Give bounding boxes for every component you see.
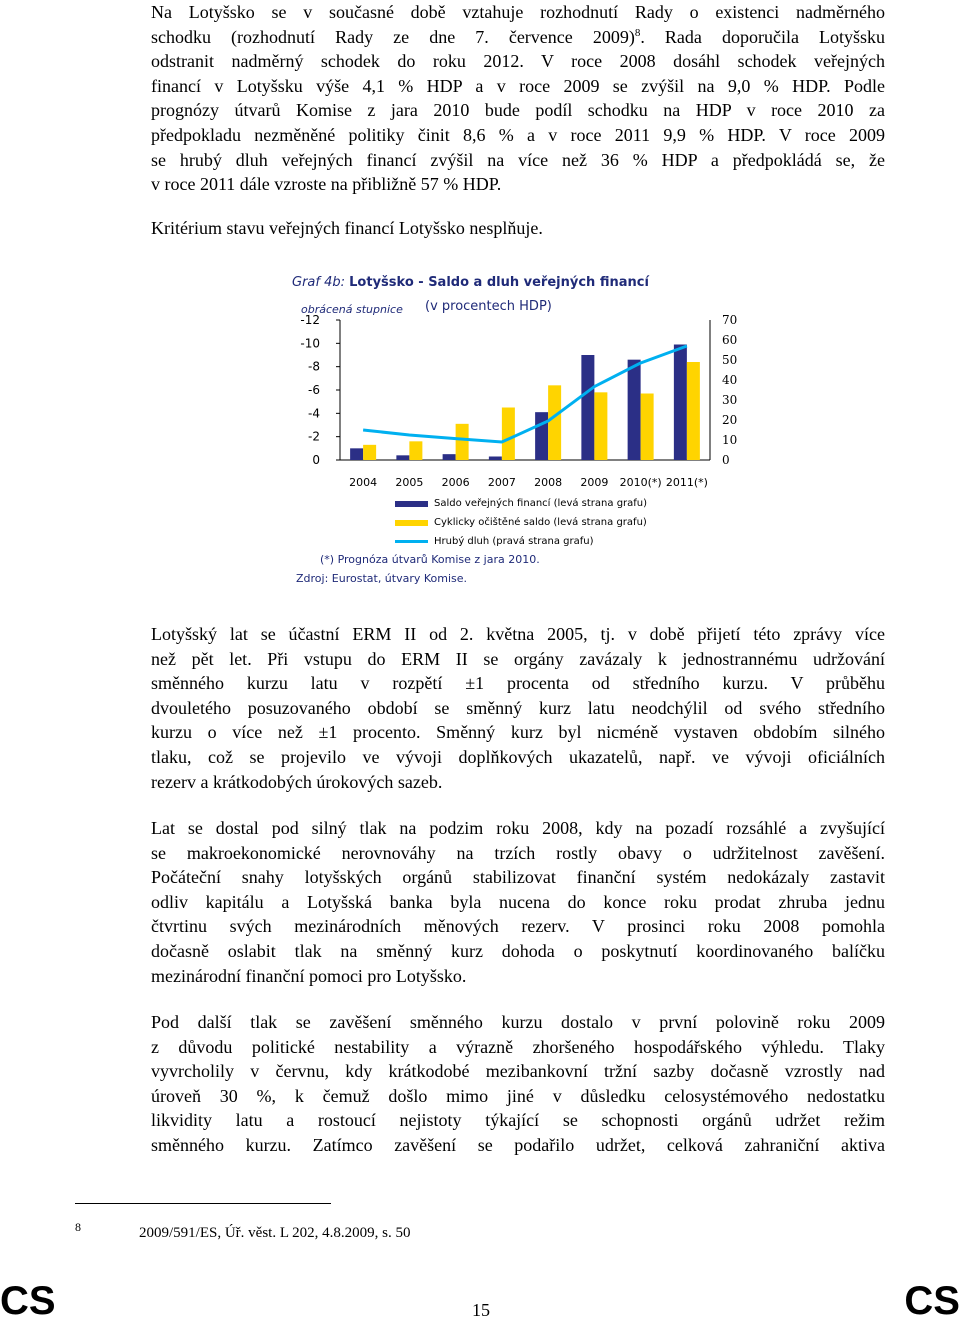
left-tick-label: -12 [300,313,320,327]
text-line: likvidity latu a rostoucí nejistoty týkající se schopnosti orgánů udržet režim [151,1110,885,1131]
legend-item-debt: Hrubý dluh (pravá strana grafu) [395,532,647,551]
left-tick-label: -10 [300,336,320,351]
text-line-with-footnote: schodku (rozhodnutí Rady ze dne 7. července 2009)$^8$. Rada doporučila Lotyšsku [151,26,886,47]
bar-saldo [489,457,502,461]
text-line: se makroekonomické nerovnováhy na trzích rostly obavy o udržitelnost zavěšení. [151,842,885,863]
text-line: předpokladu nezměněné politiky činit 8,6 % a v roce 2011 9,9 % HDP. V roce 2009 [151,124,885,145]
bar-cyclical [363,445,376,460]
left-tick-label: -4 [308,406,320,421]
x-tick-label: 2008 [534,476,563,489]
right-tick-label: 50 [722,353,738,367]
bar-cyclical [456,424,469,460]
bar-saldo [581,355,594,460]
legend-item-saldo: Saldo veřejných financí (levá strana grafu) [395,494,647,513]
text-line: čtvrtinu svých mezinárodních měnových rezerv. V prosinci roku 2008 pomohla [151,916,885,937]
x-axis-ticks [349,476,708,489]
footnote-ref[interactable]: 8 [634,26,641,39]
footer-language-right: CS [904,1279,960,1323]
paragraph-pressure-2008 [151,816,885,988]
text-line: financí v Lotyšsku výše 4,1 % HDP a v roce 2009 se zvýšil na 9,0 % HDP. Podle [151,75,885,96]
legend-swatch [395,501,428,507]
bar-saldo [628,360,641,460]
paragraph-erm [151,622,885,794]
text-line: směnného kurzu latu v rozpětí ±1 procenta od středního kurzu. V průběhu [151,673,885,694]
text-line: dvouletého posuzovaného období se směnný kurz latu neodchýlil od svého středního [151,697,885,718]
text-line: se hrubý dluh veřejných financí zvýšil na více než 36 % HDP a předpokládá se, že [151,149,885,170]
x-tick-label: 2007 [487,476,516,489]
left-tick-label: 0 [312,453,320,467]
footnote-text: 2009/591/ES, Úř. věst. L 202, 4.8.2009, s. 50 [139,1225,411,1241]
text-line: z důvodu politické nestability a výrazně zhoršeného hospodářského výhledu. Tlaky [151,1036,885,1057]
chart-plot [290,310,760,500]
left-tick-label: -8 [308,359,320,374]
footnote-divider [75,1203,331,1204]
text-line: Na Lotyšsko se v současné době vztahuje rozhodnutí Rady o existenci nadměrného [151,2,885,22]
right-tick-label: 20 [722,413,738,427]
footnote-number: 8 [75,1220,81,1234]
text-line: směnného kurzu. Zatímco zavěšení se podařilo udržet, celková zahraniční aktiva [151,1134,885,1155]
left-tick-label: -2 [308,429,320,444]
right-tick-label: 0 [722,453,730,467]
bar-cyclical [594,392,607,460]
text-line: prognózy útvarů Komise z jara 2010 bude podíl schodku na HDP v roce 2010 za [151,100,885,121]
chart-scale-note: obrácená stupnice [301,303,403,316]
left-axis-ticks [300,313,340,467]
right-tick-label: 70 [722,313,738,327]
legend-item-cyclical: Cyklicky očištěné saldo (levá strana grafu) [395,513,647,532]
text-line: odstranit nadměrný schodek do roku 2012. V roce 2008 dosáhl schodek veřejných [151,51,885,72]
text-line: kurzu o více než ±1 procento. Směnný kurz byl nicméně vystaven obdobím silného [151,722,885,743]
x-tick-label: 2011(*) [665,476,708,489]
legend-swatch [395,540,428,543]
page-number: 15 [472,1300,490,1320]
bar-cyclical [548,385,561,460]
text-line: odliv kapitálu a Lotyšská banka byla nucena do konce roku prodat zhruba jednu [151,891,885,912]
bar-cyclical [687,362,700,460]
paragraph-deficit [151,0,885,197]
text-line: rezerv a krátkodobých úrokových sazeb. [151,771,443,792]
bar-saldo [674,345,687,461]
text-line: mezinárodní finanční pomoci pro Lotyšsko. [151,965,467,986]
right-tick-label: 60 [722,333,738,347]
bar-saldo [396,455,409,460]
chart-units: (v procentech HDP) [425,299,552,314]
bar-cyclical [502,408,515,461]
paragraph-criterion [151,216,885,241]
text-line: Pod další tlak se zavěšení směnného kurzu dostalo v první polovině roku 2009 [151,1012,885,1032]
x-tick-label: 2004 [349,476,378,489]
right-tick-label: 10 [722,433,738,447]
text-line: Lat se dostal pod silný tlak na podzim roku 2008, kdy na pozadí rozsáhlé a zvyšující [151,818,885,838]
text-line: vyvrcholily v červnu, kdy krátkodobé mezibankovní tržní sazby dočasně vzrostly nad [151,1061,885,1082]
bar-saldo [535,412,548,460]
text-line: tlaku, což se projevilo ve vývoji doplňkových ukazatelů, např. ve vývoji oficiálních [151,746,885,767]
bar-saldo [350,448,363,460]
left-tick-label: -6 [308,383,320,397]
legend-swatch [395,520,428,526]
x-tick-label: 2009 [580,476,609,489]
chart-forecast-note: (*) Prognóza útvarů Komise z jara 2010. [320,553,540,566]
bar-cyclical [641,394,654,461]
text-line: Kritérium stavu veřejných financí Lotyšsko nesplňuje. [151,218,543,238]
x-tick-label: 2010(*) [619,476,662,489]
right-tick-label: 40 [722,373,738,387]
x-tick-label: 2006 [441,476,470,489]
bar-cyclical [409,441,422,460]
bar-saldo [443,454,456,460]
text-line: úroveň 30 %, k čemuž došlo mimo jiné v důsledku celosystémového nedostatku [151,1085,885,1106]
right-tick-label: 30 [722,393,738,407]
paragraph-pressure-2009 [151,1010,885,1158]
text-line: v roce 2011 dále vzroste na přibližně 57 % HDP. [151,174,502,195]
footer-language-left: CS [0,1279,56,1323]
text-line: Počáteční snahy lotyšských orgánů stabilizovat finanční systém nedokázaly zastavit [151,867,885,888]
x-tick-label: 2005 [395,476,424,489]
text-line: dočasně oslabit tlak na směnný kurz dohoda o poskytnutí koordinovaného balíčku [151,940,885,961]
chart-legend [395,494,647,551]
chart-title: Graf 4b: Lotyšsko - Saldo a dluh veřejných financí [292,275,649,290]
right-axis-ticks [722,313,737,467]
text-line: Lotyšský lat se účastní ERM II od 2. května 2005, tj. v době přijetí této zprávy více [151,624,885,644]
text-line: než pět let. Při vstupu do ERM II se orgány zavázaly k jednostrannému udržování [151,648,885,669]
chart-source: Zdroj: Eurostat, útvary Komise. [296,572,468,585]
